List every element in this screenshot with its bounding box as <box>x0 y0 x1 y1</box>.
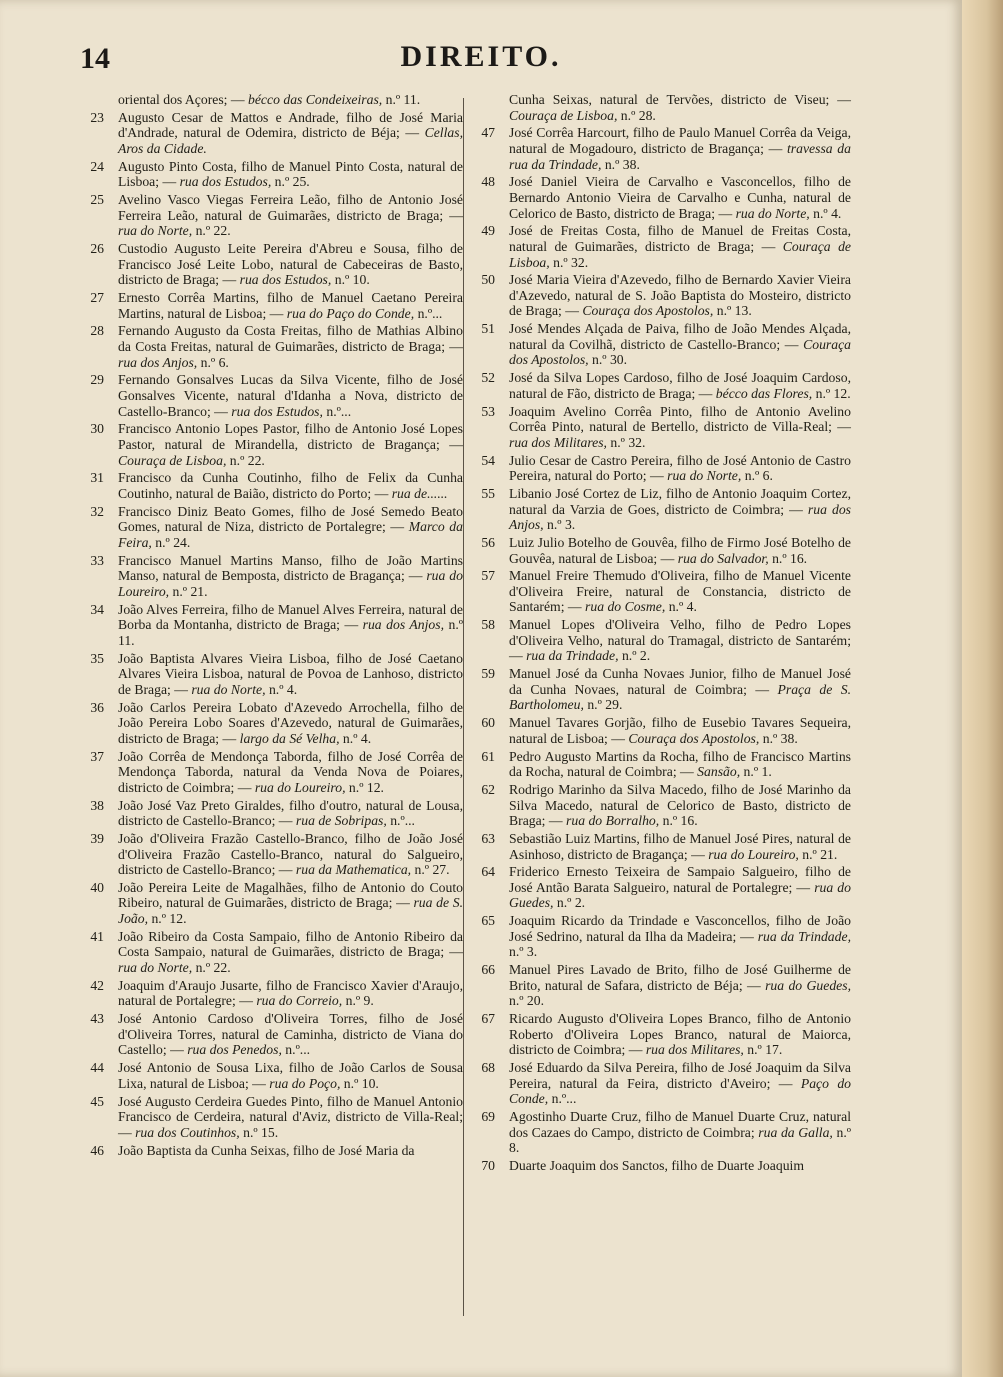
entry-number: 30 <box>90 421 104 437</box>
entry-house-number: n.º... <box>548 1091 577 1107</box>
entry-house-number: n.º 16. <box>659 813 698 829</box>
entry-house-number: n.º 12. <box>812 385 851 401</box>
entry-house-number: n.º 3. <box>543 517 576 533</box>
entry-address: rua dos Anjos, <box>509 501 852 533</box>
entry-text: José Augusto Cerdeira Guedes Pinto, filho de Manuel Antonio Francisco de Cerdeira, natural d'Aviz, districto de Villa-Real; — <box>118 1093 463 1140</box>
entry-text: oriental dos Açores; — <box>118 92 249 107</box>
list-item <box>78 651 463 698</box>
entry-text: Duarte Joaquim dos Sanctos, filho de Duarte Joaquim <box>509 1158 804 1174</box>
list-item-continuation <box>469 92 851 123</box>
entry-address: rua dos Anjos, <box>362 617 444 633</box>
entry-text: Francisco Antonio Lopes Pastor, filho de Antonio José Lopes Pastor, natural de Mirandella, districto de Bragança; — <box>118 421 463 452</box>
entry-text: Luiz Julio Botelho de Gouvêa, filho de Firmo José Botelho de Gouvêa, natural de Lisboa; — <box>509 534 851 566</box>
entry-text: Custodio Augusto Leite Pereira d'Abreu e Sousa, filho de Francisco José Leite Lobo, natural de Cabeceiras de Basto, districto de Braga; — <box>118 241 463 288</box>
entry-house-number: n.º 6. <box>741 468 773 484</box>
entry-number: 46 <box>90 1142 104 1158</box>
entry-number: 65 <box>481 913 495 929</box>
entry-text: Joaquim Ricardo da Trindade e Vasconcellos, filho de João José Sedrino, natural da Ilha da Madeira; — <box>509 913 851 944</box>
list-item <box>469 223 851 270</box>
entry-text: Fernando Gonsalves Lucas da Silva Vicente, filho de José Gonsalves Vicente, natural d'Idanha a Nova, districto de Castello-Branco; — <box>118 372 463 419</box>
list-item <box>469 568 851 615</box>
entry-address: rua da Trindade, <box>757 928 851 944</box>
entry-text: Augusto Cesar de Mattos e Andrade, filho de José Maria d'Andrade, natural de Odemira, districto de Béja; — <box>118 109 463 141</box>
entry-text: João d'Oliveira Frazão Castello-Branco, filho de João José d'Oliveira Frazão Castello-Branco, natural do Salgueiro, districto de Castello-Branco; — <box>118 830 463 878</box>
list-item <box>78 880 463 927</box>
entry-address: Sansão, <box>697 764 741 780</box>
entry-text: Julio Cesar de Castro Pereira, filho de José Antonio de Castro Pereira, natural do Porto; — <box>509 452 851 484</box>
entry-text: José Mendes Alçada de Paiva, filho de João Mendes Alçada, natural da Covilhã, districto de Castello-Branco; — <box>509 321 851 352</box>
entry-number: 57 <box>481 568 495 584</box>
entry-address: Couraça de Lisboa, <box>509 107 618 123</box>
entry-number: 56 <box>481 534 495 550</box>
entry-number: 27 <box>90 290 104 306</box>
entry-house-number: n.º 13. <box>713 303 752 319</box>
entry-address: rua do Salvador, <box>677 550 769 566</box>
entry-number: 48 <box>481 174 495 190</box>
list-item <box>78 290 463 321</box>
entry-address: rua dos Coutinhos, <box>135 1124 240 1140</box>
entry-house-number: n.º 4. <box>339 730 372 746</box>
entry-address: Couraça de Lisboa, <box>509 238 851 270</box>
list-item <box>469 1011 851 1058</box>
entry-house-number: n.º 21. <box>169 583 208 599</box>
entry-number: 64 <box>481 864 495 880</box>
list-item <box>78 798 463 829</box>
entry-address: Couraça dos Apostolos, <box>582 303 714 319</box>
entry-address: rua dos Estudos, <box>179 174 272 190</box>
entry-number: 62 <box>481 781 495 797</box>
entry-number: 42 <box>90 977 104 993</box>
entry-text: Manuel José da Cunha Novaes Junior, filho de Manuel José da Cunha Novaes, natural de Coimbra; — <box>509 666 851 697</box>
entry-number: 49 <box>481 223 495 239</box>
entry-text: José Daniel Vieira de Carvalho e Vasconcellos, filho de Bernardo Antonio Vieira de Carvalho e Cunha, natural de Celorico de Basto, districto de Braga; — <box>509 174 851 221</box>
entry-address: rua do Borralho, <box>566 813 660 829</box>
entry-text: José Corrêa Harcourt, filho de Paulo Manuel Corrêa da Veiga, natural de Mogadouro, districto de Bragança; — <box>509 125 851 156</box>
left-column <box>78 92 463 1160</box>
entry-text: José Eduardo da Silva Pereira, filho de José Joaquim da Silva Pereira, natural da Feira, districto d'Aveiro; — <box>509 1060 851 1091</box>
entry-number: 32 <box>90 503 104 519</box>
entry-house-number: n.º 38. <box>601 156 640 172</box>
entry-text: Fernando Augusto da Costa Freitas, filho de Mathias Albino da Costa Freitas, natural de Guimarães, districto de Braga; — <box>118 323 463 355</box>
entry-text: Pedro Augusto Martins da Rocha, filho de Francisco Martins da Rocha, natural de Coimbra; — <box>509 748 851 780</box>
entry-house-number: n.º... <box>414 305 443 321</box>
entry-number: 24 <box>90 158 104 174</box>
entry-house-number: n.º 6. <box>197 354 229 370</box>
entry-house-number: n.º 15. <box>239 1124 279 1140</box>
entry-number: 63 <box>481 830 495 846</box>
entry-number: 47 <box>481 125 495 141</box>
list-item <box>78 1143 463 1159</box>
entry-address: rua do Norte, <box>118 223 193 239</box>
entry-house-number: n.º 22. <box>192 223 231 239</box>
entry-address: rua do Loureiro, <box>118 568 463 599</box>
entry-address: Marco da Feira, <box>118 519 463 550</box>
list-item <box>469 370 851 401</box>
entry-text: João Alves Ferreira, filho de Manuel Alves Ferreira, natural de Borba da Montanha, districto de Braga; — <box>118 601 463 633</box>
list-item <box>469 174 851 221</box>
entry-house-number: n.º 32. <box>606 434 646 450</box>
list-item <box>469 1158 851 1174</box>
list-item <box>78 192 463 239</box>
list-item <box>78 978 463 1009</box>
entry-house-number: n.º 2. <box>553 895 586 911</box>
entry-address: rua do Norte, <box>191 681 266 697</box>
entry-address: rua dos Estudos, <box>239 272 332 288</box>
entry-address: rua da Galla, <box>758 1124 833 1140</box>
list-item <box>78 159 463 190</box>
entry-address: bécco das Condeixeiras, <box>248 92 383 107</box>
entry-number: 68 <box>481 1060 495 1076</box>
list-item <box>469 321 851 368</box>
entry-house-number: n.º 4. <box>665 599 697 615</box>
list-item <box>78 110 463 157</box>
right-column <box>469 92 851 1176</box>
entry-number: 29 <box>90 372 104 388</box>
entry-text: Friderico Ernesto Teixeira de Sampaio Salgueiro, filho de José Antão Barata Salgueiro, natural de Portalegre; — <box>509 864 851 895</box>
entry-address: rua dos Penedos, <box>187 1042 282 1058</box>
entry-house-number: n.º 12. <box>345 779 384 795</box>
entry-house-number: n.º 28. <box>617 107 656 123</box>
list-item <box>78 700 463 747</box>
entry-address: largo da Sé Velha, <box>239 730 340 746</box>
entry-address: rua do Norte, <box>735 205 810 221</box>
list-item <box>469 782 851 829</box>
entry-text: Augusto Pinto Costa, filho de Manuel Pinto Costa, natural de Lisboa; — <box>118 158 463 190</box>
entry-number: 28 <box>90 323 104 339</box>
entry-number: 58 <box>481 617 495 633</box>
entry-house-number: n.º 22. <box>192 960 231 976</box>
list-item <box>78 372 463 419</box>
entry-text: José Antonio de Sousa Lixa, filho de João Carlos de Sousa Lixa, natural de Lisboa; — <box>118 1060 463 1091</box>
list-item <box>78 241 463 288</box>
list-item <box>469 617 851 664</box>
page-title: DIREITO. <box>400 40 562 73</box>
entry-house-number: n.º 30. <box>588 352 628 368</box>
entry-house-number: n.º... <box>281 1042 311 1058</box>
list-item <box>78 421 463 468</box>
entry-house-number: n.º 10. <box>331 272 370 288</box>
entry-house-number: n.º 20. <box>509 993 545 1009</box>
entry-text: José da Silva Lopes Cardoso, filho de José Joaquim Cardoso, natural de Fão, districto de Braga; — <box>509 370 851 401</box>
entry-house-number: n.º 11. <box>382 92 421 107</box>
entry-text: Joaquim d'Araujo Jusarte, filho de Francisco Xavier d'Araujo, natural de Portalegre; — <box>118 977 463 1009</box>
list-item <box>469 404 851 451</box>
entry-text: José Maria Vieira d'Azevedo, filho de Bernardo Xavier Vieira d'Azevedo, natural de S. João Baptista do Mosteiro, districto de Braga; — <box>509 272 851 319</box>
list-item <box>78 323 463 370</box>
entry-address: rua do Norte, <box>118 960 193 976</box>
entry-text: Cunha Seixas, natural de Tervões, districto de Viseu; — <box>509 92 851 107</box>
entry-number: 45 <box>90 1093 104 1109</box>
entry-house-number: n.º 38. <box>759 730 798 746</box>
entry-number: 31 <box>90 470 104 486</box>
entry-text: Joaquim Avelino Corrêa Pinto, filho de Antonio Avelino Corrêa Pinto, natural de Bertello, districto de Villa-Real; — <box>509 403 851 435</box>
entry-address: rua do Paço do Conde, <box>286 305 415 321</box>
entry-number: 51 <box>481 321 495 337</box>
entry-address: Couraça dos Apostolos, <box>628 730 760 746</box>
entry-house-number: n.º 32. <box>549 254 589 270</box>
list-item <box>469 864 851 911</box>
entry-text: José Antonio Cardoso d'Oliveira Torres, filho de José d'Oliveira Torres, natural de Caminha, districto de Viana do Castello; — <box>118 1011 463 1058</box>
list-item <box>469 1060 851 1107</box>
list-item <box>469 1109 851 1156</box>
entry-text: Rodrigo Marinho da Silva Macedo, filho de José Marinho da Silva Macedo, natural de Celorico de Basto, districto de Braga; — <box>509 781 851 829</box>
entry-house-number: n.º 16. <box>768 550 808 566</box>
entry-text: Ricardo Augusto d'Oliveira Lopes Branco, filho de Antonio Roberto d'Oliveira Lopes Branco, natural de Maiorca, districto de Coimbra; — <box>509 1011 851 1058</box>
list-item <box>469 666 851 713</box>
entry-text: João Baptista da Cunha Seixas, filho de José Maria da <box>118 1142 415 1158</box>
list-item <box>78 1011 463 1058</box>
list-item <box>469 913 851 960</box>
entry-number: 23 <box>90 109 104 125</box>
entry-text: Manuel Tavares Gorjão, filho de Eusebio Tavares Sequeira, natural de Lisboa; — <box>509 715 851 746</box>
entry-address: rua do Correio, <box>256 993 343 1009</box>
entry-number: 67 <box>481 1011 495 1027</box>
entry-text: Sebastião Luiz Martins, filho de Manuel José Pires, natural de Asinhoso, districto de Bragança; — <box>509 830 851 862</box>
entry-number: 26 <box>90 241 104 257</box>
entry-text: Francisco Diniz Beato Gomes, filho de José Semedo Beato Gomes, natural de Niza, districto de Portalegre; — <box>118 503 463 535</box>
entry-address: Couraça dos Apostolos, <box>509 336 851 368</box>
entry-address: rua do Loureiro, <box>254 779 346 795</box>
entry-number: 40 <box>90 879 104 895</box>
list-item <box>469 486 851 533</box>
entry-number: 33 <box>90 552 104 568</box>
entry-address: rua de Sobripas, <box>295 813 387 829</box>
list-item <box>78 1094 463 1141</box>
entry-address: travessa da rua da Trindade, <box>509 140 851 172</box>
entry-house-number: n.º 21. <box>798 846 838 862</box>
entry-house-number: n.º 10. <box>340 1075 379 1091</box>
entry-text: Manuel Pires Lavado de Brito, filho de José Guilherme de Brito, natural de Safara, districto de Béja; — <box>509 962 851 993</box>
entry-address: rua do Guedes, <box>509 879 851 911</box>
entry-number: 36 <box>90 699 104 715</box>
entry-address: rua do Loureiro, <box>708 846 799 862</box>
entry-text: João Pereira Leite de Magalhães, filho de Antonio do Couto Ribeiro, natural de Guimarães, districto de Braga; — <box>118 879 463 911</box>
list-item <box>469 535 851 566</box>
entry-text: Ernesto Corrêa Martins, filho de Manuel Caetano Pereira Martins, natural de Lisboa; — <box>118 290 463 321</box>
entry-address: rua da Mathematica, <box>295 862 412 878</box>
entry-number: 34 <box>90 601 104 617</box>
list-item-continuation <box>78 92 463 108</box>
list-item <box>469 272 851 319</box>
entry-number: 43 <box>90 1011 104 1027</box>
entry-house-number: n.º 25. <box>271 174 310 190</box>
list-item <box>469 453 851 484</box>
list-item <box>78 929 463 976</box>
column-divider <box>463 98 464 1316</box>
entry-address: rua dos Militares, <box>509 434 607 450</box>
entry-address: rua do Norte, <box>667 468 742 484</box>
list-item <box>78 470 463 501</box>
entry-house-number: n.º 29. <box>583 697 623 713</box>
list-item <box>469 962 851 1009</box>
entry-address: rua do Guedes, <box>765 977 851 993</box>
list-item <box>78 749 463 796</box>
entry-house-number: n.º 3. <box>509 944 538 960</box>
entry-house-number: n.º 12. <box>148 911 187 927</box>
list-item <box>469 831 851 862</box>
entry-house-number: n.º 17. <box>743 1042 783 1058</box>
entry-text: João José Vaz Preto Giraldes, filho d'outro, natural de Lousa, districto de Castello-Branco; — <box>118 797 463 829</box>
entry-number: 54 <box>481 452 495 468</box>
entry-text: Agostinho Duarte Cruz, filho de Manuel Duarte Cruz, natural dos Cazaes do Campo, districto de Coimbra; <box>509 1109 851 1140</box>
entry-house-number: n.º 4. <box>809 205 842 221</box>
entry-number: 52 <box>481 370 495 386</box>
entry-number: 60 <box>481 715 495 731</box>
entry-text: Manuel Freire Themudo d'Oliveira, filho de Manuel Vicente d'Oliveira Freire, natural de Constancia, districto de Santarém; — <box>509 568 851 615</box>
entry-number: 38 <box>90 797 104 813</box>
list-item <box>469 749 851 780</box>
entry-address: Paço do Conde, <box>509 1075 852 1107</box>
entry-address: rua de S. João, <box>118 895 463 927</box>
entry-address: rua da Trindade, <box>526 648 619 664</box>
page-number: 14 <box>80 42 110 75</box>
entry-house-number: n.º 22. <box>226 452 265 468</box>
entry-number: 53 <box>481 403 495 419</box>
list-item <box>78 553 463 600</box>
entry-house-number: n.º 8. <box>509 1124 851 1156</box>
entry-number: 55 <box>481 485 495 501</box>
entry-address: rua dos Anjos, <box>118 354 198 370</box>
entry-house-number: n.º 27. <box>411 862 450 878</box>
entry-address: Couraça de Lisboa, <box>118 452 227 468</box>
entry-house-number: n.º 24. <box>151 534 191 550</box>
entry-text: José de Freitas Costa, filho de Manuel de Freitas Costa, natural de Guimarães, districto de Braga; — <box>509 223 851 254</box>
entry-text: Libanio José Cortez de Liz, filho de Antonio Joaquim Cortez, natural da Varzia de Goes, districto de Coimbra; — <box>509 485 851 517</box>
list-item <box>78 504 463 551</box>
entry-text: Francisco Manuel Martins Manso, filho de João Martins Manso, natural de Bemposta, districto de Bragança; — <box>118 552 463 584</box>
entry-address: Praça de S. Bartholomeu, <box>509 681 852 713</box>
entry-number: 69 <box>481 1109 495 1125</box>
entry-address: Cellas, Aros da Cidade. <box>118 125 463 156</box>
entry-house-number: n.º 11. <box>118 617 463 648</box>
list-item <box>78 1060 463 1091</box>
entry-house-number: n.º... <box>322 403 352 419</box>
entry-text: João Carlos Pereira Lobato d'Azevedo Arrochella, filho de João Pereira Lobo Soares d'Azevedo, natural de Guimarães, districto de Braga; — <box>118 699 463 746</box>
entry-house-number: n.º 4. <box>265 681 298 697</box>
entry-address: rua de...... <box>391 485 448 501</box>
entry-text: Manuel Lopes d'Oliveira Velho, filho de Pedro Lopes d'Oliveira Velho, natural do Tramagal, districto de Santarém; — <box>509 617 851 664</box>
entry-number: 70 <box>481 1158 495 1174</box>
entry-house-number: n.º 1. <box>740 764 772 780</box>
entry-address: rua dos Estudos, <box>231 403 323 419</box>
entry-house-number: n.º... <box>386 813 415 829</box>
entry-number: 61 <box>481 748 495 764</box>
list-item <box>78 831 463 878</box>
entry-number: 59 <box>481 666 495 682</box>
entry-text: Avelino Vasco Viegas Ferreira Leão, filho de Antonio José Ferreira Leão, natural de Guimarães, districto de Braga; — <box>118 192 463 223</box>
entry-address: rua do Cosme, <box>585 599 666 615</box>
entry-address: rua dos Militares, <box>645 1042 744 1058</box>
entry-number: 35 <box>90 650 104 666</box>
entry-text: João Ribeiro da Costa Sampaio, filho de Antonio Ribeiro da Costa Sampaio, natural de Guimarães, districto de Braga; — <box>118 928 463 960</box>
entry-number: 50 <box>481 272 495 288</box>
entry-house-number: n.º 9. <box>342 993 374 1009</box>
list-item <box>469 125 851 172</box>
entry-number: 39 <box>90 830 104 846</box>
entry-text: João Baptista Alvares Vieira Lisboa, filho de José Caetano Alvares Vieira Lisboa, natural de Povoa de Lanhoso, districto de Braga; — <box>118 650 463 697</box>
entry-address: bécco das Flores, <box>715 385 813 401</box>
entry-number: 25 <box>90 192 104 208</box>
list-item <box>469 715 851 746</box>
entry-text: Francisco da Cunha Coutinho, filho de Felix da Cunha Coutinho, natural de Baião, districto do Porto; — <box>118 470 463 501</box>
entry-house-number: n.º 2. <box>618 648 651 664</box>
next-page-edge <box>962 0 1003 1377</box>
entry-number: 44 <box>90 1060 104 1076</box>
list-item <box>78 602 463 649</box>
entry-number: 41 <box>90 928 104 944</box>
entry-number: 37 <box>90 748 104 764</box>
entry-number: 66 <box>481 962 495 978</box>
entry-address: rua do Poço, <box>269 1075 341 1091</box>
entry-text: João Corrêa de Mendonça Taborda, filho de José Corrêa de Mendonça Taborda, natural da Venda Nova de Poiares, districto de Coimbra; — <box>118 748 463 795</box>
